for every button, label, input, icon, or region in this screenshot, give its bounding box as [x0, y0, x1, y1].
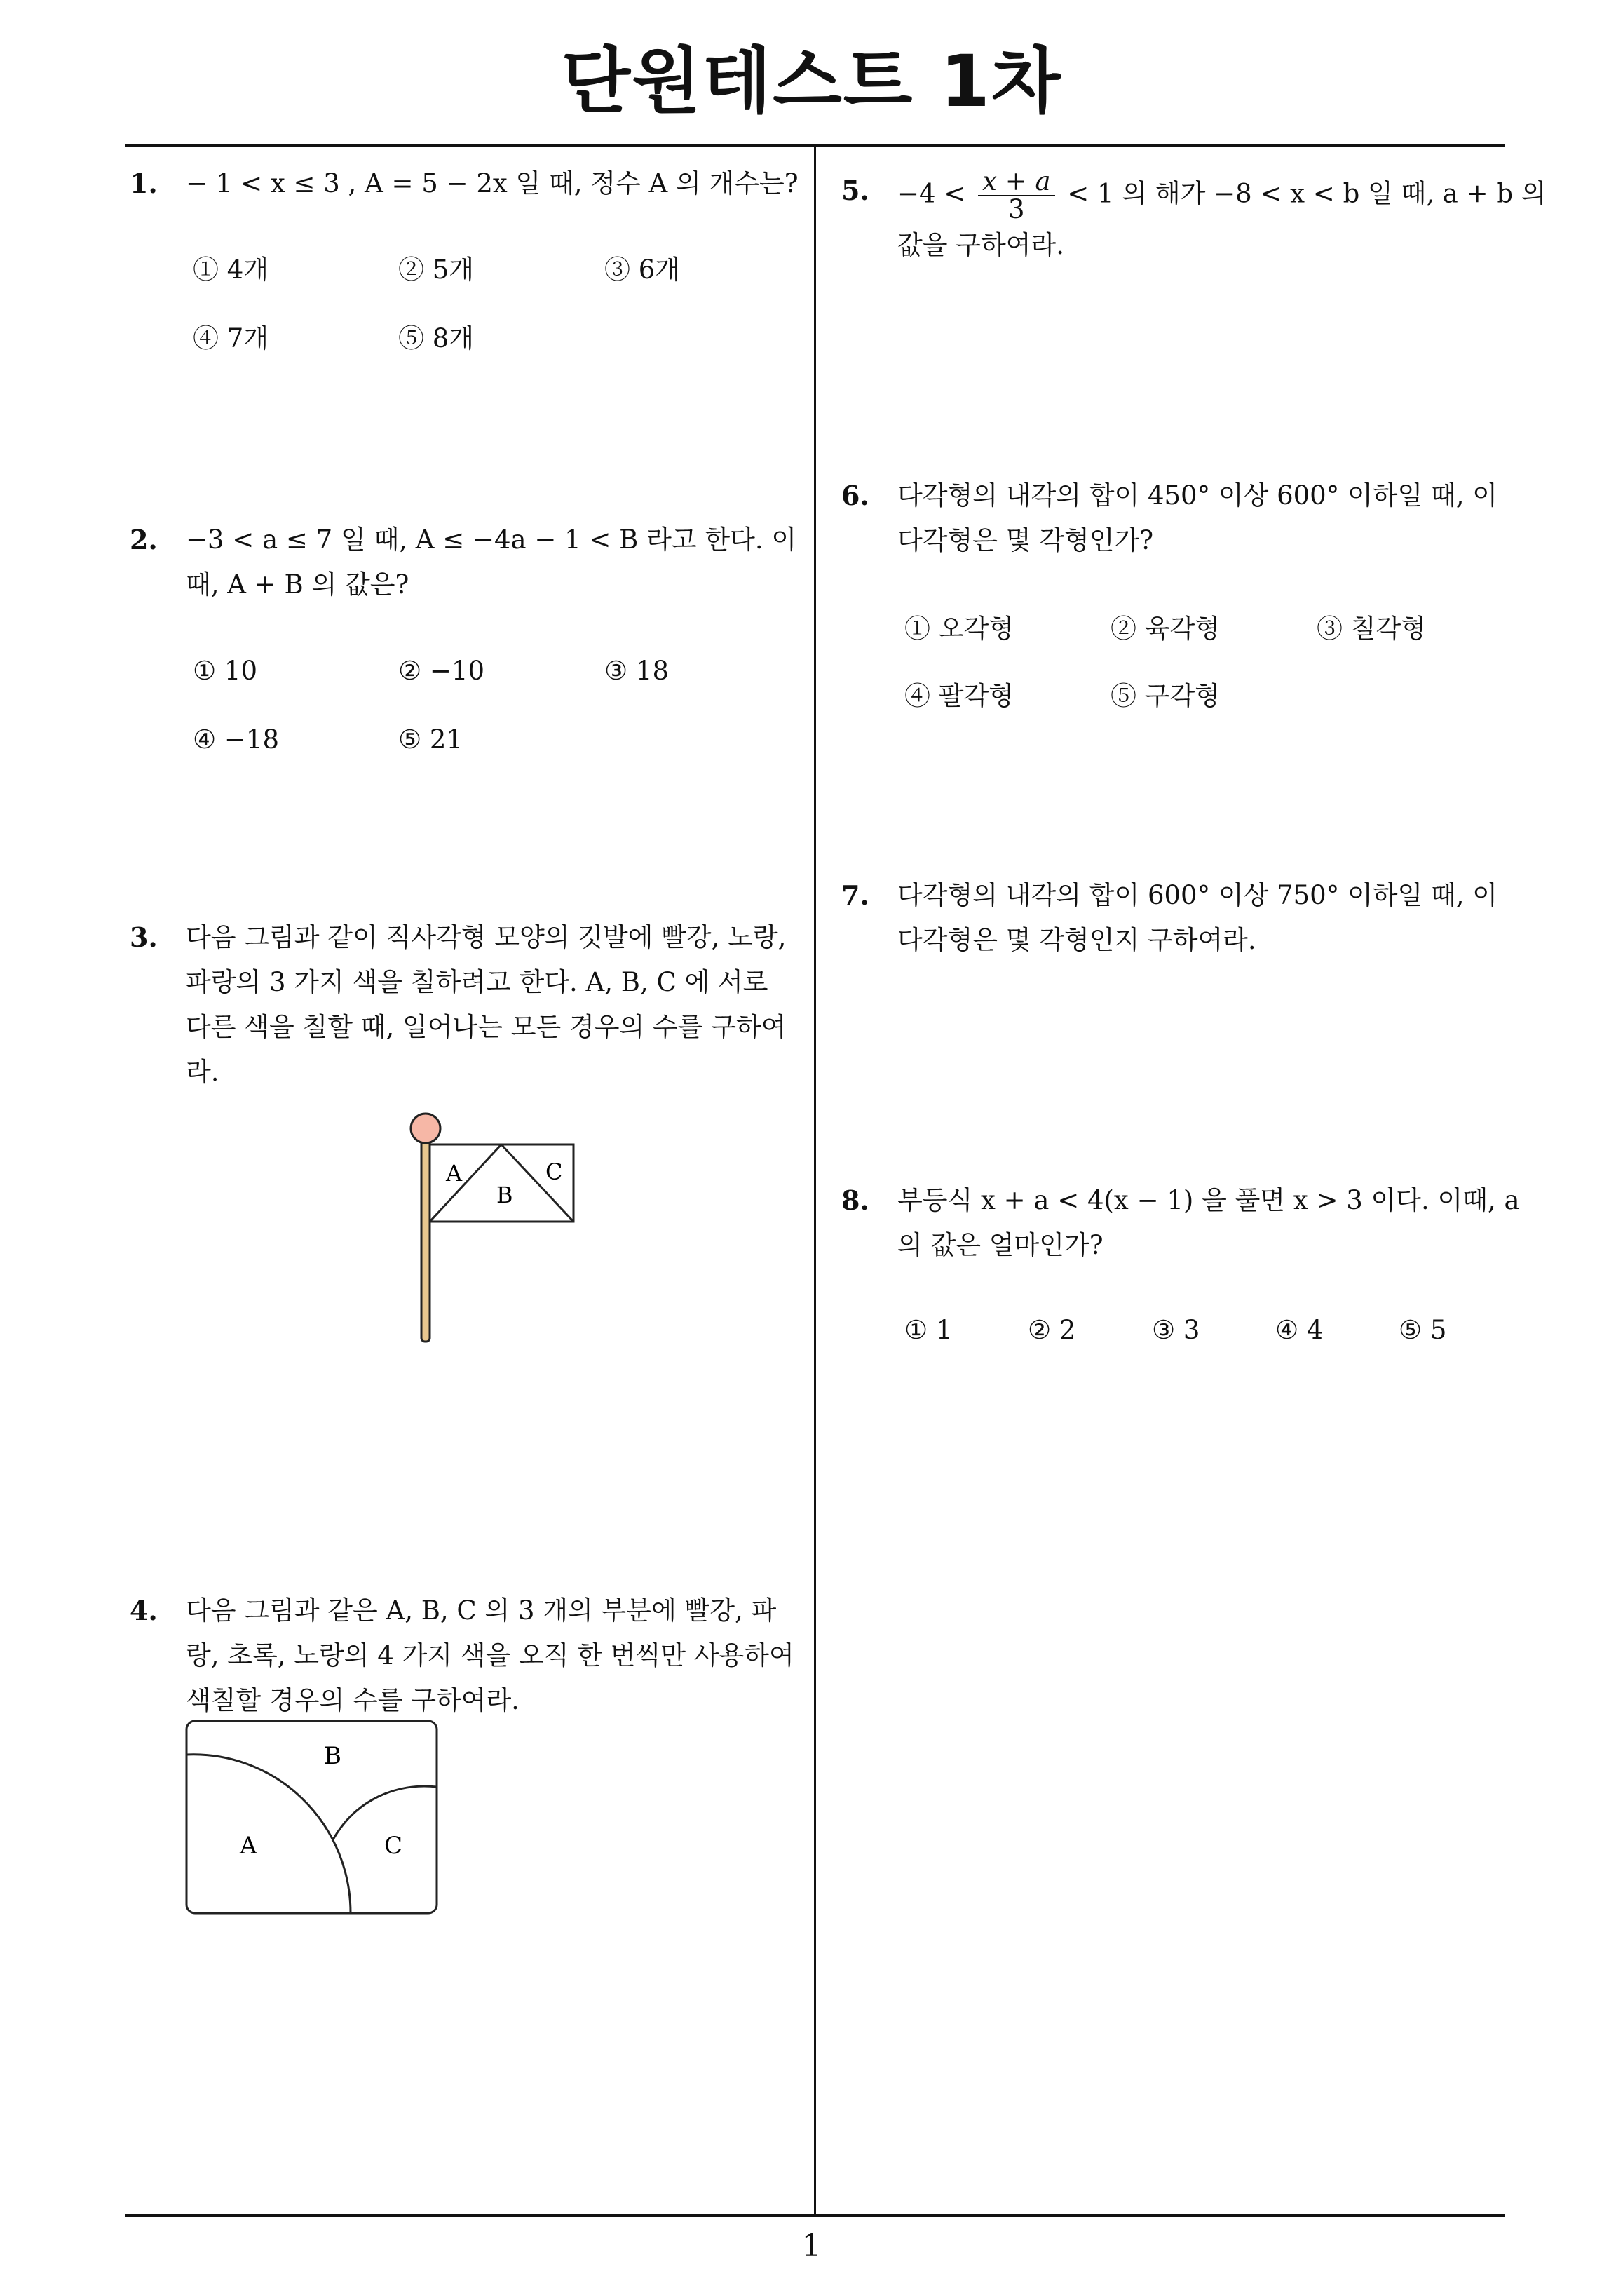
choice-3[interactable]: ③ 6개	[604, 255, 681, 285]
question-line: 의 값은 얼마인가?	[897, 1230, 1103, 1260]
question-line: 랑, 초록, 노랑의 4 가지 색을 오직 한 번씩만 사용하여	[186, 1640, 794, 1670]
flag-pole	[421, 1135, 430, 1342]
choice-4[interactable]: ④ 팔각형	[904, 681, 1014, 711]
question-line: 다른 색을 칠할 때, 일어나는 모든 경우의 수를 구하여	[186, 1012, 787, 1042]
choice-3[interactable]: ③ 18	[604, 656, 670, 686]
question-number: 2.	[130, 524, 158, 555]
question-text	[897, 473, 1498, 563]
question-text	[897, 168, 1547, 268]
choice-1[interactable]: ① 오각형	[904, 614, 1014, 644]
question-number: 5.	[841, 175, 869, 206]
column-divider	[814, 147, 816, 2215]
question-number: 8.	[841, 1184, 869, 1216]
question-line: 다각형은 몇 각형인가?	[897, 525, 1154, 555]
flag-figure	[400, 1107, 582, 1345]
fraction-denominator: 3	[1008, 194, 1025, 224]
question-line: 색칠할 경우의 수를 구하여라.	[186, 1685, 520, 1715]
region-b-label: B	[324, 1742, 341, 1770]
inequality-right: < 1 의 해가 −8 < x < b 일 때, a + b 의	[1067, 178, 1547, 209]
question-line: − 1 < x ≤ 3 , A = 5 − 2x 일 때, 정수 A 의 개수는?	[186, 168, 799, 198]
choice-4[interactable]: ④ 7개	[193, 323, 269, 353]
question-text	[186, 915, 786, 1095]
choice-5[interactable]: ⑤ 21	[398, 724, 463, 755]
page-number: 1	[801, 2228, 822, 2264]
question-number: 3.	[130, 921, 158, 953]
region-c-label: C	[384, 1832, 403, 1860]
choice-3[interactable]: ③ 3	[1152, 1315, 1200, 1345]
choice-1[interactable]: ① 10	[193, 656, 258, 686]
question-line: 값을 구하여라.	[897, 230, 1064, 260]
choice-4[interactable]: ④ −18	[193, 724, 280, 755]
question-number: 7.	[841, 879, 869, 911]
question-line: 때, A + B 의 값은?	[186, 569, 409, 600]
question-line: 부등식 x + a < 4(x − 1) 을 풀면 x > 3 이다. 이때, a	[897, 1185, 1520, 1215]
region-c-label: C	[545, 1159, 563, 1185]
bottom-rule	[125, 2214, 1505, 2217]
question-line: 다음 그림과 같은 A, B, C 의 3 개의 부분에 빨강, 파	[186, 1595, 777, 1626]
question-line: 다각형의 내각의 합이 450° 이상 600° 이하일 때, 이	[897, 480, 1498, 511]
question-text	[897, 1178, 1520, 1268]
region-a-label: A	[446, 1160, 463, 1187]
question-text	[186, 518, 796, 607]
region-figure	[184, 1718, 443, 1918]
question-line: 라.	[186, 1057, 219, 1087]
region-b-label: B	[496, 1182, 513, 1208]
question-line: 다각형의 내각의 합이 600° 이상 750° 이하일 때, 이	[897, 880, 1498, 910]
question-line: 다음 그림과 같이 직사각형 모양의 깃발에 빨강, 노랑,	[186, 922, 787, 952]
choice-1[interactable]: ① 1	[904, 1315, 953, 1345]
question-line: 파랑의 3 가지 색을 칠하려고 한다. A, B, C 에 서로	[186, 967, 768, 997]
choice-5[interactable]: ⑤ 5	[1399, 1315, 1447, 1345]
question-line	[897, 168, 1547, 223]
region-a-label: A	[240, 1832, 257, 1860]
question-number: 4.	[130, 1595, 158, 1626]
choice-2[interactable]: ② 5개	[398, 255, 475, 285]
choice-5[interactable]: ⑤ 구각형	[1111, 681, 1220, 711]
flag-knob	[411, 1114, 440, 1143]
choice-5[interactable]: ⑤ 8개	[398, 323, 475, 353]
question-text	[897, 873, 1498, 963]
question-line: −3 < a ≤ 7 일 때, A ≤ −4a − 1 < B 라고 한다. 이	[186, 525, 797, 555]
question-number: 1.	[130, 168, 158, 199]
choice-2[interactable]: ② −10	[398, 656, 485, 686]
choice-2[interactable]: ② 2	[1028, 1315, 1076, 1345]
question-text	[186, 161, 799, 206]
question-text	[186, 1588, 794, 1723]
question-number: 6.	[841, 480, 869, 511]
region-box	[186, 1721, 437, 1913]
fraction-numerator: x + a	[978, 168, 1054, 196]
inequality-left: −4 <	[897, 178, 966, 209]
choice-1[interactable]: ① 4개	[193, 255, 269, 285]
page-title: 단원테스트 1차	[561, 40, 1062, 123]
fraction	[978, 168, 1054, 223]
question-line: 다각형은 몇 각형인지 구하여라.	[897, 925, 1256, 955]
choice-3[interactable]: ③ 칠각형	[1317, 614, 1426, 644]
choice-2[interactable]: ② 육각형	[1111, 614, 1220, 644]
choice-4[interactable]: ④ 4	[1275, 1315, 1324, 1345]
